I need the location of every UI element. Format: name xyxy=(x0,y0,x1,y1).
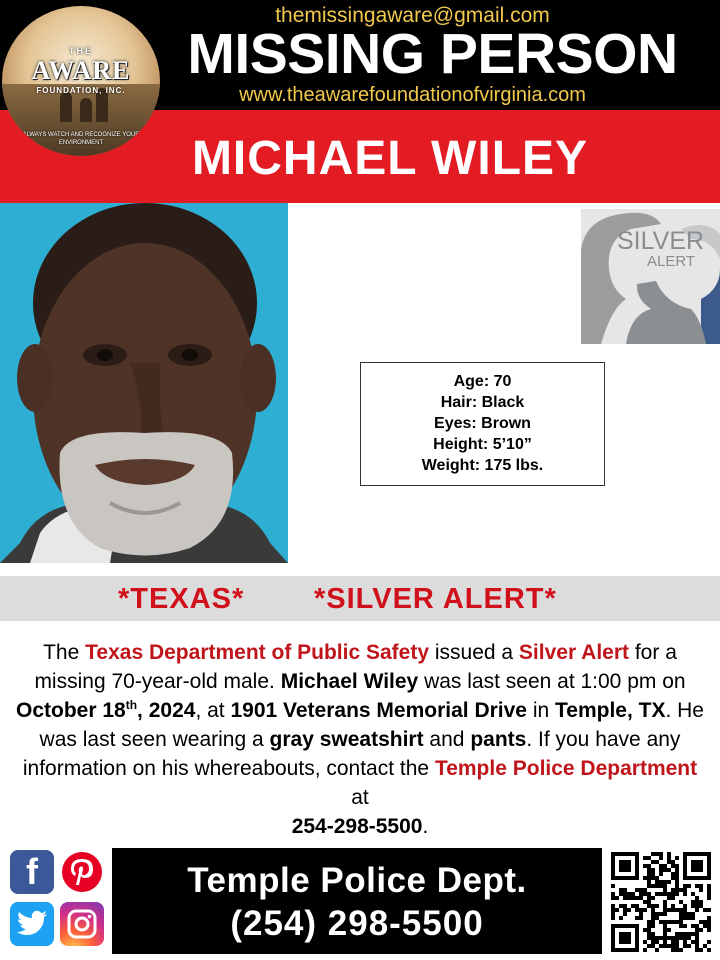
qr-module xyxy=(691,904,695,908)
narrative-date xyxy=(16,699,195,722)
qr-module xyxy=(619,904,623,908)
qr-module xyxy=(647,856,651,860)
qr-module xyxy=(643,892,647,896)
qr-module xyxy=(671,872,675,876)
qr-module xyxy=(675,920,679,924)
qr-module xyxy=(699,904,703,908)
narrative-date-year: , 2024 xyxy=(137,699,196,722)
qr-module xyxy=(687,936,691,940)
qr-module xyxy=(671,892,675,896)
narrative-name: Michael Wiley xyxy=(280,670,419,693)
qr-module xyxy=(679,912,683,916)
qr-module xyxy=(699,888,703,892)
qr-module xyxy=(659,944,663,948)
qr-module xyxy=(679,888,683,892)
qr-module xyxy=(627,896,631,900)
qr-module xyxy=(663,920,667,924)
narrative-date-suffix: th xyxy=(125,698,138,712)
qr-module xyxy=(663,908,667,912)
qr-module xyxy=(611,892,615,896)
qr-module xyxy=(659,880,663,884)
qr-module xyxy=(675,948,679,952)
qr-module xyxy=(659,852,663,856)
qr-module xyxy=(663,928,667,932)
alert-state: *TEXAS* xyxy=(118,583,245,615)
qr-module xyxy=(631,904,635,908)
qr-module xyxy=(667,896,671,900)
qr-module xyxy=(643,864,647,868)
qr-module xyxy=(651,908,655,912)
qr-module xyxy=(671,860,675,864)
logo-name: AWARE xyxy=(31,56,131,85)
qr-module xyxy=(663,944,667,948)
qr-module xyxy=(695,936,699,940)
headline: MISSING PERSON xyxy=(187,22,678,86)
qr-module xyxy=(635,916,639,920)
silver-alert-logo-line1: SILVER xyxy=(617,227,705,255)
qr-module xyxy=(639,896,643,900)
qr-module xyxy=(615,896,619,900)
qr-module xyxy=(635,904,639,908)
qr-module xyxy=(639,916,643,920)
qr-module xyxy=(623,896,627,900)
qr-module xyxy=(683,936,687,940)
qr-module xyxy=(703,920,707,924)
qr-module xyxy=(659,884,663,888)
social-icons xyxy=(10,850,106,948)
qr-module xyxy=(691,900,695,904)
qr-module xyxy=(627,908,631,912)
qr-module xyxy=(683,940,687,944)
qr-module xyxy=(623,892,627,896)
qr-module xyxy=(655,904,659,908)
qr-module xyxy=(659,856,663,860)
qr-finder xyxy=(619,932,631,944)
qr-module xyxy=(707,908,711,912)
qr-module xyxy=(687,884,691,888)
qr-module xyxy=(663,888,667,892)
narrative-paragraph xyxy=(12,638,708,841)
qr-module xyxy=(651,912,655,916)
qr-module xyxy=(655,852,659,856)
qr-module xyxy=(655,892,659,896)
qr-module xyxy=(643,900,647,904)
qr-module xyxy=(635,888,639,892)
qr-module xyxy=(671,948,675,952)
contact-department: Temple Police Dept. xyxy=(187,861,527,900)
qr-module xyxy=(675,880,679,884)
narrative-date-month: October 18 xyxy=(16,699,126,722)
narrative-text: , at xyxy=(195,699,231,722)
qr-module xyxy=(695,928,699,932)
alert-type: *SILVER ALERT* xyxy=(314,583,557,615)
qr-module xyxy=(687,944,691,948)
qr-module xyxy=(691,924,695,928)
qr-module xyxy=(655,912,659,916)
pinterest-icon[interactable] xyxy=(60,850,104,894)
qr-module xyxy=(655,884,659,888)
qr-module xyxy=(707,916,711,920)
qr-module xyxy=(707,948,711,952)
qr-finder xyxy=(619,860,631,872)
qr-module xyxy=(683,944,687,948)
qr-module xyxy=(651,876,655,880)
narrative-police: Temple Police Department xyxy=(434,757,698,780)
qr-module xyxy=(663,904,667,908)
qr-module xyxy=(667,928,671,932)
qr-module xyxy=(631,892,635,896)
qr-module xyxy=(699,948,703,952)
qr-module xyxy=(675,876,679,880)
qr-module xyxy=(691,892,695,896)
silver-alert-logo-line2: ALERT xyxy=(647,253,696,270)
facebook-icon[interactable]: f xyxy=(10,850,54,894)
qr-module xyxy=(691,940,695,944)
qr-module xyxy=(663,940,667,944)
qr-module xyxy=(695,924,699,928)
qr-module xyxy=(707,924,711,928)
qr-module xyxy=(659,864,663,868)
qr-module xyxy=(639,888,643,892)
narrative-address: 1901 Veterans Memorial Drive xyxy=(230,699,527,722)
qr-module xyxy=(695,908,699,912)
qr-module xyxy=(671,896,675,900)
qr-module xyxy=(683,916,687,920)
qr-module xyxy=(647,872,651,876)
qr-module xyxy=(619,892,623,896)
qr-module xyxy=(651,884,655,888)
qr-module xyxy=(647,944,651,948)
qr-module xyxy=(611,916,615,920)
qr-code[interactable] xyxy=(610,852,712,952)
qr-module xyxy=(707,884,711,888)
qr-module xyxy=(663,880,667,884)
qr-module xyxy=(647,904,651,908)
qr-module xyxy=(679,916,683,920)
header-website[interactable]: www.theawarefoundationofvirginia.com xyxy=(239,84,586,106)
qr-module xyxy=(675,884,679,888)
missing-person-photo xyxy=(0,203,288,563)
narrative-text: . xyxy=(422,815,429,838)
qr-module xyxy=(671,864,675,868)
qr-module xyxy=(703,924,707,928)
qr-module xyxy=(639,912,643,916)
qr-module xyxy=(647,864,651,868)
qr-module xyxy=(707,888,711,892)
qr-module xyxy=(643,888,647,892)
qr-module xyxy=(611,908,615,912)
qr-module xyxy=(647,884,651,888)
qr-module xyxy=(679,932,683,936)
qr-module xyxy=(671,944,675,948)
qr-module xyxy=(651,860,655,864)
qr-module xyxy=(647,896,651,900)
detail-age: Age: 70 xyxy=(453,373,512,390)
qr-module xyxy=(623,904,627,908)
qr-module xyxy=(703,908,707,912)
logo-the: THE xyxy=(69,46,93,56)
qr-module xyxy=(639,892,643,896)
qr-module xyxy=(643,876,647,880)
qr-module xyxy=(695,932,699,936)
narrative-text: was last seen at 1:00 pm on xyxy=(418,670,686,693)
qr-module xyxy=(611,884,615,888)
qr-module xyxy=(675,892,679,896)
qr-module xyxy=(643,940,647,944)
logo-figure xyxy=(60,92,72,122)
narrative-clothing-top: gray sweatshirt xyxy=(269,728,424,751)
qr-module xyxy=(707,896,711,900)
qr-module xyxy=(655,940,659,944)
qr-module xyxy=(663,884,667,888)
qr-module xyxy=(671,904,675,908)
qr-module xyxy=(647,932,651,936)
qr-module xyxy=(687,912,691,916)
qr-module xyxy=(647,880,651,884)
contact-phone[interactable]: (254) 298-5500 xyxy=(230,904,484,943)
logo-foundation: FOUNDATION, INC. xyxy=(36,86,126,95)
qr-code-graphic xyxy=(610,852,712,952)
detail-height: Height: 5’10” xyxy=(433,436,532,453)
qr-module xyxy=(699,884,703,888)
qr-module xyxy=(707,928,711,932)
qr-module xyxy=(615,908,619,912)
qr-module xyxy=(663,924,667,928)
qr-module xyxy=(659,920,663,924)
qr-module xyxy=(647,920,651,924)
qr-module xyxy=(707,940,711,944)
qr-module xyxy=(635,896,639,900)
qr-module xyxy=(683,932,687,936)
qr-module xyxy=(651,852,655,856)
qr-module xyxy=(679,908,683,912)
qr-module xyxy=(699,920,703,924)
qr-module xyxy=(643,856,647,860)
qr-module xyxy=(623,888,627,892)
qr-module xyxy=(683,892,687,896)
qr-module xyxy=(655,860,659,864)
qr-module xyxy=(683,904,687,908)
instagram-icon[interactable] xyxy=(60,902,104,946)
qr-module xyxy=(651,896,655,900)
qr-module xyxy=(695,948,699,952)
qr-module xyxy=(675,888,679,892)
qr-module xyxy=(687,916,691,920)
qr-module xyxy=(651,932,655,936)
qr-module xyxy=(619,916,623,920)
header-email[interactable]: themissingaware@gmail.com xyxy=(275,4,550,27)
qr-module xyxy=(659,872,663,876)
qr-module xyxy=(651,940,655,944)
qr-module xyxy=(667,936,671,940)
qr-module xyxy=(639,908,643,912)
qr-module xyxy=(671,876,675,880)
qr-module xyxy=(663,932,667,936)
qr-module xyxy=(647,924,651,928)
qr-module xyxy=(667,852,671,856)
qr-module xyxy=(651,936,655,940)
qr-module xyxy=(683,912,687,916)
qr-module xyxy=(695,940,699,944)
aware-foundation-logo xyxy=(2,6,160,156)
qr-module xyxy=(707,892,711,896)
narrative-agency: Texas Department of Public Safety xyxy=(85,641,430,664)
qr-module xyxy=(667,860,671,864)
qr-module xyxy=(675,944,679,948)
narrative-text: and xyxy=(423,728,471,751)
qr-module xyxy=(695,900,699,904)
qr-module xyxy=(703,944,707,948)
qr-module xyxy=(655,880,659,884)
qr-module xyxy=(651,916,655,920)
qr-module xyxy=(623,912,627,916)
pinterest-glyph xyxy=(60,850,104,894)
qr-module xyxy=(675,936,679,940)
qr-module xyxy=(651,868,655,872)
qr-finder xyxy=(691,860,703,872)
qr-module xyxy=(647,900,651,904)
narrative-text: in xyxy=(526,699,555,722)
qr-module xyxy=(675,940,679,944)
qr-module xyxy=(659,892,663,896)
narrative-city: Temple, TX xyxy=(555,699,666,722)
qr-module xyxy=(663,892,667,896)
qr-module xyxy=(647,868,651,872)
detail-eyes: Eyes: Brown xyxy=(434,415,531,432)
qr-module xyxy=(699,900,703,904)
qr-module xyxy=(631,896,635,900)
qr-module xyxy=(675,932,679,936)
qr-module xyxy=(655,876,659,880)
qr-module xyxy=(675,864,679,868)
qr-module xyxy=(659,936,663,940)
narrative-text: . He was last seen wearing a xyxy=(39,699,704,751)
twitter-icon[interactable] xyxy=(10,902,54,946)
twitter-bird-glyph xyxy=(16,910,48,938)
qr-module xyxy=(659,868,663,872)
qr-module xyxy=(647,876,651,880)
qr-module xyxy=(679,900,683,904)
qr-module xyxy=(611,912,615,916)
qr-module xyxy=(675,872,679,876)
narrative-text: at xyxy=(351,786,369,809)
qr-module xyxy=(695,944,699,948)
qr-module xyxy=(675,856,679,860)
qr-module xyxy=(619,888,623,892)
qr-module xyxy=(679,948,683,952)
qr-module xyxy=(643,948,647,952)
qr-module xyxy=(679,920,683,924)
qr-module xyxy=(655,936,659,940)
qr-module xyxy=(691,932,695,936)
qr-module xyxy=(683,908,687,912)
qr-module xyxy=(659,912,663,916)
qr-module xyxy=(707,920,711,924)
qr-module xyxy=(667,908,671,912)
qr-module xyxy=(671,940,675,944)
qr-module xyxy=(647,936,651,940)
logo-figure xyxy=(80,98,92,122)
qr-module xyxy=(623,908,627,912)
person-name: MICHAEL WILEY xyxy=(191,132,589,185)
qr-module xyxy=(651,904,655,908)
qr-module xyxy=(671,936,675,940)
qr-module xyxy=(663,868,667,872)
qr-module xyxy=(663,936,667,940)
qr-module xyxy=(691,912,695,916)
qr-module xyxy=(695,904,699,908)
qr-module xyxy=(671,920,675,924)
qr-module xyxy=(691,916,695,920)
qr-module xyxy=(663,900,667,904)
physical-description-box xyxy=(360,362,605,486)
narrative-text: issued a xyxy=(429,641,519,664)
qr-module xyxy=(667,920,671,924)
narrative-phone[interactable]: 254-298-5500 xyxy=(291,815,423,838)
qr-module xyxy=(667,856,671,860)
qr-module xyxy=(651,924,655,928)
qr-module xyxy=(679,936,683,940)
qr-module xyxy=(675,868,679,872)
instagram-camera-glyph xyxy=(66,908,98,940)
qr-module xyxy=(651,872,655,876)
qr-module xyxy=(647,928,651,932)
narrative-text: for a missing 70-year-old male. xyxy=(34,641,677,693)
qr-module xyxy=(671,888,675,892)
narrative-text: . If you have any information on his whereabouts, contact the xyxy=(22,728,681,780)
qr-module xyxy=(627,892,631,896)
qr-module xyxy=(667,868,671,872)
qr-module xyxy=(667,944,671,948)
qr-module xyxy=(611,896,615,900)
qr-module xyxy=(611,904,615,908)
qr-module xyxy=(643,928,647,932)
qr-module xyxy=(643,908,647,912)
narrative-alert: Silver Alert xyxy=(518,641,630,664)
qr-module xyxy=(695,896,699,900)
logo-tagline: ALWAYS WATCH AND RECOGNIZE YOUR ENVIRONMENT xyxy=(22,132,140,146)
qr-module xyxy=(683,924,687,928)
qr-module xyxy=(655,916,659,920)
qr-module xyxy=(671,908,675,912)
qr-module xyxy=(667,892,671,896)
qr-module xyxy=(667,880,671,884)
detail-weight: Weight: 175 lbs. xyxy=(421,457,544,474)
qr-module xyxy=(683,884,687,888)
qr-module xyxy=(679,924,683,928)
qr-module xyxy=(675,908,679,912)
qr-module xyxy=(635,908,639,912)
qr-module xyxy=(651,944,655,948)
qr-module xyxy=(683,888,687,892)
narrative-clothing-bottom: pants xyxy=(470,728,527,751)
narrative-text: The xyxy=(43,641,86,664)
detail-hair: Hair: Black xyxy=(440,394,525,411)
qr-module xyxy=(695,884,699,888)
qr-module xyxy=(647,892,651,896)
qr-module xyxy=(655,948,659,952)
qr-module xyxy=(651,920,655,924)
silver-alert-logo xyxy=(581,209,720,344)
qr-module xyxy=(699,928,703,932)
portrait-illustration xyxy=(0,203,288,563)
qr-module xyxy=(663,864,667,868)
qr-module xyxy=(687,932,691,936)
qr-module xyxy=(663,912,667,916)
